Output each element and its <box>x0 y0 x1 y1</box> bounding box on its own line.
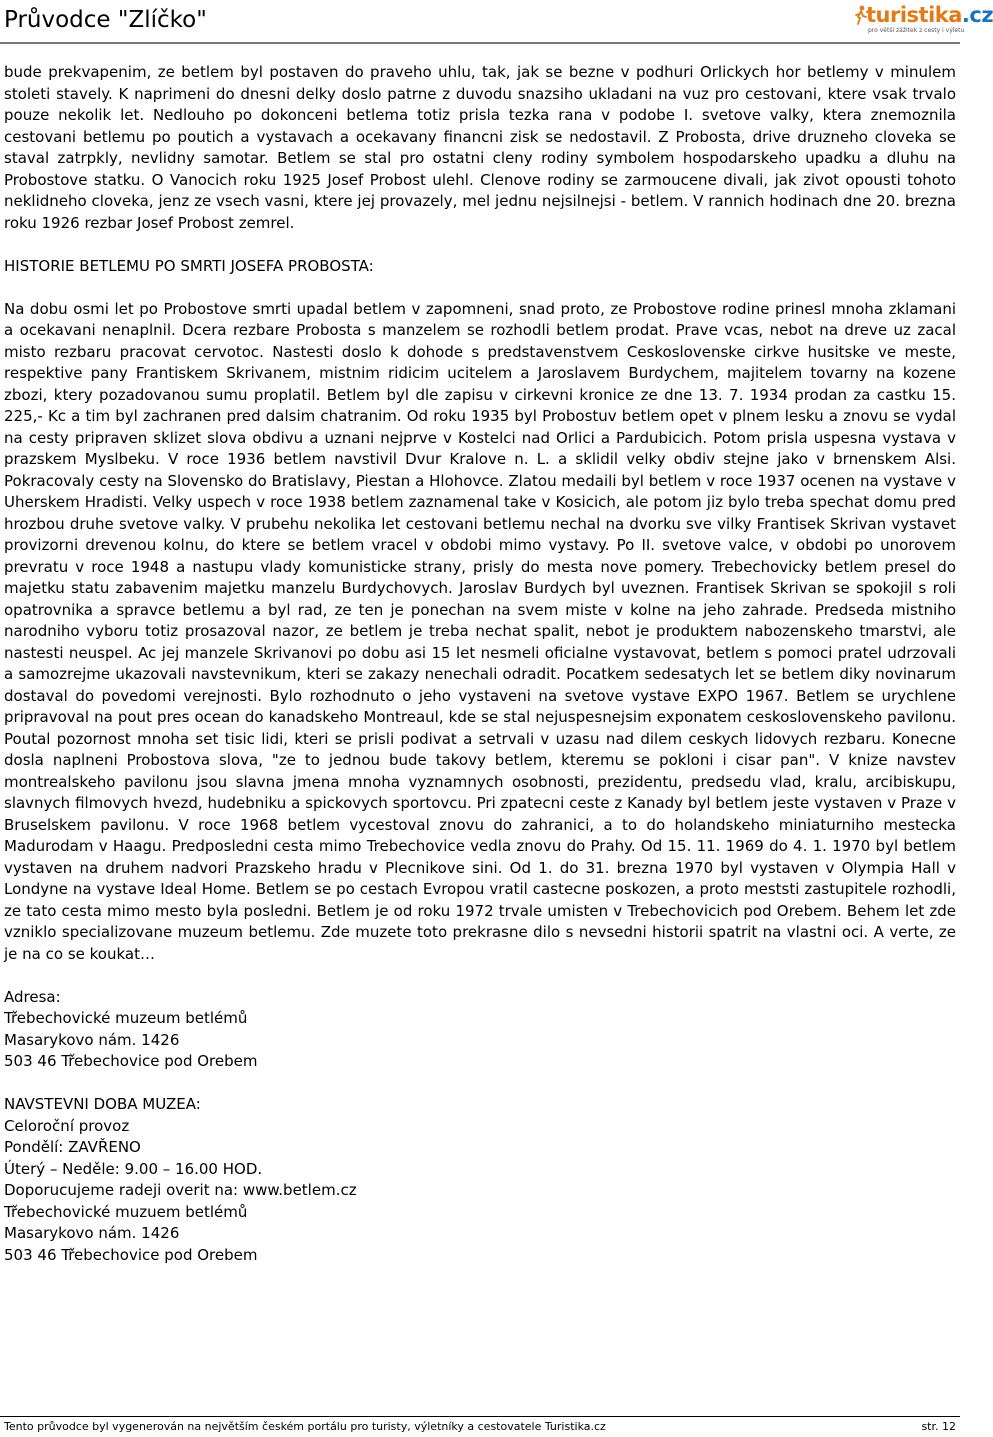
logo-wordmark <box>866 3 993 27</box>
page-number: str. 12 <box>921 1420 956 1433</box>
opening-hours-line-4: Doporucujeme radeji overit na: www.betlem.cz <box>4 1181 357 1199</box>
section-heading: HISTORIE BETLEMU PO SMRTI JOSEFA PROBOSTA: <box>4 256 374 275</box>
address-street: Masarykovo nám. 1426 <box>4 1030 180 1049</box>
address-label: Adresa: <box>4 987 61 1006</box>
turistika-logo[interactable] <box>854 3 993 37</box>
history-paragraph-2: Na dobu osmi let po Probostove smrti upadal betlem v zapomneni, snad proto, ze Probostove rodine prinesl mnoha zklamani a ocekavani nenaplnil. Dcera rezbare Probosta s manzelem se rozhodli betlem prodat. Prave vcas, nebot na dreve uz zacal misto rezbaru pracovat cervotoc. Nastesti doslo k dohode s predstavenstvem Ceskoslovenske cirkve husitske ve meste, respektive pany Frantiskem Skrivanem, mistnim ridicim ucitelem a Jaroslavem Burdychem, majitelem tovarny na kozene zbozi, ktery pozadovanou sumu proplatil. Betlem byl dle zapisu v cirkevni kronice ze dne 13. 7. 1934 prodan za castku 15. 225,- Kc a tim byl zachranen pred dalsim chatranim. Od roku 1935 byl Probostuv betlem opet v plnem lesku a znovu se vydal na cesty pripraven sklizet slova obdivu a uznani nejprve v Kostelci nad Orlici a Pardubicich. Potom prisla uspesna vystava v prazskem Myslbeku. V roce 1936 betlem navstivil Dvur Kralove n. L. a sklidil velky obdiv stejne jako v brnenskem Alsi. Pokracovaly cesty na Slovensko do Bratislavy, Piestan a Hlohovce. Zlatou medaili byl betlem v roce 1937 ocenen na vystave v Uherskem Hradisti. Velky uspech v roce 1938 betlem zaznamenal take v Kosicich, ale potom jiz bylo treba spechat domu pred hrozbou druhe svetove valky. V prubehu nekolika let cestovani betlemu nechal na dvorku sve vilky Frantisek Skrivan vystavet provizorni drevenou kolnu, do ktere se betlem vracel v obdobi mimo vystavy. Po II. svetove valce, v obdobi po unorovem prevratu v roce 1948 a nastupu vlady komunisticke strany, prisly do mesta nove pomery. Trebechovicky betlem presel do majetku statu zabavenim majetku manzelu Burdychovych. Jaroslav Burdych byl uveznen. Frantisek Skrivan se spokojil s roli opatrovnika a spravce betlemu a byl rad, ze ten je ponechan na svem miste v kolne na jeho zahrade. Predseda mistniho narodniho vyboru totiz prosazoval nazor, ze betlem je treba nechat spalit, nebot je produktem nabozenskeho tmarstvi, ale nastesti neuspel. Ac jej manzele Skrivanovi po dobu asi 15 let nesmeli oficialne vystavovat, betlem s pomoci pratel udrzovali a samozrejme ukazovali navstevnikum, kteri se zakazy nenechali odradit. Pocatkem sedesatych let se betlem diky novinarum dostaval do povedomi verejnosti. Bylo rozhodnuto o jeho vystaveni na svetove vystave EXPO 1967. Betlem se urychlene pripravoval na pout pres ocean do kanadskeho Montreaul, kde se stal nejuspesnejsim exponatem ceskoslovenskeho pavilonu. Poutal pozornost mnoha set tisic lidi, kteri se prisli podivat a setrvali v uzasu nad dilem ceskych lidovych rezbaru. Konecne dosla naplneni Probostova slova, "ze to jednou bude takovy betlem, kteremu se pokloni i cisar pan". V knize navstev montrealskeho pavilonu jsou slavna jmena mnoha vyznamnych osobnosti, prezidentu, predsedu vlad, kralu, arcibiskupu, slavnych filmovych hvezd, hudebniku a spickovych sportovcu. Pri zpatecni ceste z Kanady byl betlem jeste vystaven v Praze v Bruselskem pavilonu. V roce 1968 betlem vycestoval znovu do zahranici, a to do holandskeho miniaturniho mestecka Madurodam v Haagu. Predposledni cesta mimo Trebechovice vedla znovu do Prahy. Od 15. 11. 1969 do 4. 1. 1970 byl betlem vystaven na druhem nadvori Prazskeho hradu v Plecnikove sini. Od 1. do 31. brezna 1970 byl vystaven v Olympia Hall v Londyne na vystave Ideal Home. Betlem se po cestach Evropou vratil castecne poskozen, a proto meststi zastupitele rozhodli, ze tato cesta mimo mesto byla posledni. Betlem je od roku 1972 trvale umisten v Trebechovicich pod Orebem. Behem let zde vzniklo specializovane muzeum betlemu. Zde muzete toto prekrasne dilo s nevsedni historii spatrit na vlastni oci. A verte, ze je na co se koukat… <box>4 299 956 963</box>
address-repeat-name: Třebechovické muzuem betlémů <box>4 1202 248 1221</box>
page-title: Průvodce "Zlíčko" <box>4 7 207 33</box>
address-repeat-street: Masarykovo nám. 1426 <box>4 1224 180 1242</box>
opening-hours-label: NAVSTEVNI DOBA MUZEA: <box>4 1095 201 1113</box>
address-block <box>4 987 956 1073</box>
logo-tagline: pro větší zážitek z cesty i výletu <box>868 27 965 34</box>
address-name: Třebechovické muzeum betlémů <box>4 1009 248 1027</box>
address-repeat-city: 503 46 Třebechovice pod Orebem <box>4 1245 258 1264</box>
opening-hours-block <box>4 1094 956 1202</box>
logo-name-tld: .cz <box>961 3 993 27</box>
address-city: 503 46 Třebechovice pod Orebem <box>4 1052 258 1070</box>
page-footer <box>0 1416 960 1437</box>
opening-hours-line-3: Úterý – Neděle: 9.00 – 16.00 HOD. <box>4 1159 263 1178</box>
logo-name-main: turistika <box>866 3 962 27</box>
opening-hours-line-1: Celoroční provoz <box>4 1116 130 1135</box>
opening-hours-line-2: Pondělí: ZAVŘENO <box>4 1138 141 1156</box>
history-paragraph-1: bude prekvapenim, ze betlem byl postaven do praveho uhlu, tak, jak se bezne v podhuri Orlickych hor betlemy v minulem stoleti stavely. K naprimeni do dnesni delky doslo patrne z duvodu snazsiho ukladani na vuz pro cestovani, ktere vsak trvalo pouze nekolik let. Nedlouho po dokonceni betlema totiz prisla tezka rana v podobe I. svetove valky, ktera znemoznila cestovani betlemu po poutich a vystavach a ocekavany financni zisk se nedostavil. Z Probosta, drive druzneho cloveka se staval zatrpkly, nevlidny samotar. Betlem se stal pro ostatni cleny rodiny symbolem hospodarskeho upadku a dluhu na Probostove statku. O Vanocich roku 1925 Josef Probost ulehl. Clenove rodiny se zarmoucene divali, jak zivot opousti tohoto neklidneho cloveka, jenz ze vsech vasni, ktere jej provazely, mel jednu nejsilnejsi - betlem. V rannich hodinach dne 20. brezna roku 1926 rezbar Josef Probost zemrel. <box>4 63 956 232</box>
footer-text: Tento průvodce byl vygenerován na největším českém portálu pro turisty, výletníky a cestovatele Turistika.cz <box>4 1420 606 1433</box>
document-body <box>4 62 956 1266</box>
page-header <box>0 0 993 44</box>
